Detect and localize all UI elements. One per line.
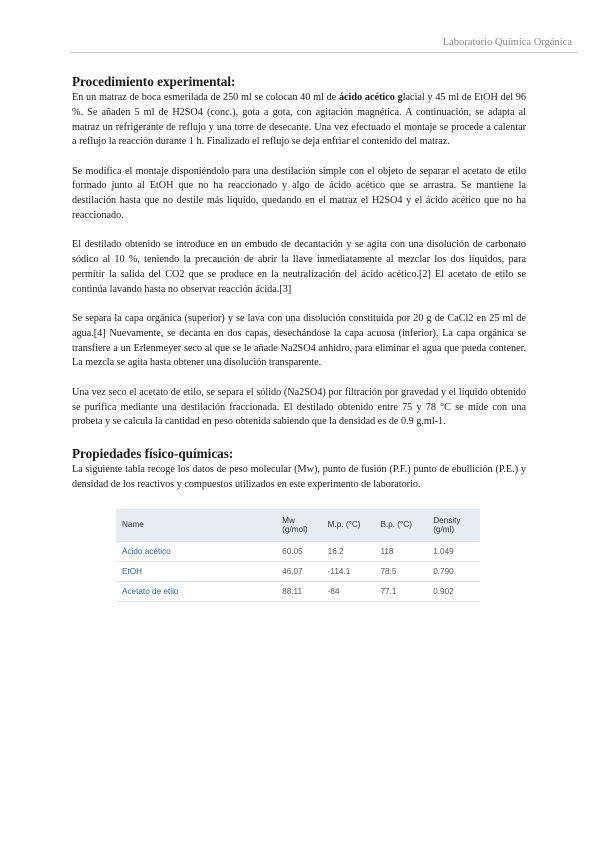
paragraph-1-rest: lacial y 45 ml de EtOH del 96 %. Se añaden 5 ml de H2SO4 (conc.), gota a gota, con agitación magnética. A continuación, se adapta al matraz un refrigerante de reflujo y una torre de desecante. Una vez efectuado el montaje se procede a calentar a reflujo la reacción durante 1 h. Finalizado el reflujo se deja enfriar el contenido del matraz. <box>72 92 526 148</box>
paragraph-1 <box>72 91 526 150</box>
header-mp: M.p. (°C) <box>327 520 361 530</box>
paragraph-3: El destilado obtenido se introduce en un embudo de decantación y se agita con una disolución de carbonato sódico al 10 %, teniendo la precaución de abrir la llave inmediatamente al mezclar los dos líquidos, para permitir la salida del CO2 que se produce en la neutralización del ácido acético.[2] El acetato de etilo se continúa lavando hasta no observar reacción ácida.[3] <box>72 239 526 295</box>
paragraph-5: Una vez seco el acetato de etilo, se separa el sólido (Na2SO4) por filtración por gravedad y el líquido obtenido se purifica mediante una destilación fraccionada. El destilado obtenido entre 75 y 78 °C se mide con una probeta y se calcula la cantidad en peso obtenida sabiendo que la densidad es de 0.9 g.ml-1. <box>72 386 526 428</box>
header-density: Density (g/ml) <box>433 515 461 534</box>
table-header-row <box>116 509 480 542</box>
table-row <box>116 581 480 601</box>
mp-value: 16.2 <box>322 541 375 561</box>
compound-name: Ácido acético <box>116 541 276 561</box>
properties-intro: La siguiente tabla recoge los datos de peso molecular (Mw), punto de fusión (P.F.) punto de ebullición (P.E.) y densidad de los reactivos y compuestos utilizados en este experimento de laboratorio. <box>72 464 526 490</box>
mw-value: 46.07 <box>276 561 322 581</box>
density-value: 0.902 <box>427 581 480 601</box>
compound-name: EtOH <box>116 561 276 581</box>
mp-value: -114.1 <box>322 561 375 581</box>
section-title-procedure: Procedimiento experimental: <box>72 74 236 89</box>
density-value: 0.790 <box>427 561 480 581</box>
acetic-acid-bold: ácido acético g <box>338 92 403 103</box>
properties-table <box>116 509 480 602</box>
properties-table-wrapper <box>116 509 480 602</box>
paragraph-4: Se separa la capa orgánica (superior) y se lava con una disolución constituida por 20 g de CaCl2 en 25 ml de agua.[4] Nuevamente, se decanta en dos capas, desechándose la capa acuosa (inferior). La capa orgánica se transfiere a un Erlenmeyer seco al que se le añade Na2SO4 anhidro, para eliminar el agua que pueda contener. La mezcla se agita hasta obtener una disolución transparente. <box>72 313 526 369</box>
table-row <box>116 541 480 561</box>
header-mw: Mw (g/mol) <box>282 515 308 534</box>
document-body <box>72 74 526 602</box>
mp-value: -84 <box>322 581 375 601</box>
mw-value: 60.05 <box>276 541 322 561</box>
header-divider <box>70 52 578 53</box>
bp-value: 118 <box>374 541 427 561</box>
density-value: 1.049 <box>427 541 480 561</box>
header-name: Name <box>122 520 144 530</box>
paragraph-2: Se modifica el montaje disponiéndolo para una destilación simple con el objeto de separar el acetato de etilo formado junto al EtOH que no ha reaccionado y algo de ácido acético que se arrastra. Se mantiene la destilación hasta que no destile más líquido, quedando en el matraz el H2SO4 y el ácido acético que no ha reaccionado. <box>72 165 526 222</box>
paragraph-1-start: En un matraz de boca esmerilada de 250 ml se colocan 40 ml de <box>72 92 339 103</box>
table-row <box>116 561 480 581</box>
mw-value: 88.11 <box>276 581 322 601</box>
bp-value: 77.1 <box>374 581 427 601</box>
compound-name: Acetato de etilo <box>116 581 276 601</box>
running-header: Laboratorio Química Orgánica <box>442 37 572 48</box>
bp-value: 78.5 <box>374 561 427 581</box>
section-title-properties: Propiedades físico-químicas: <box>72 446 234 462</box>
header-bp: B.p. (°C) <box>380 520 412 530</box>
